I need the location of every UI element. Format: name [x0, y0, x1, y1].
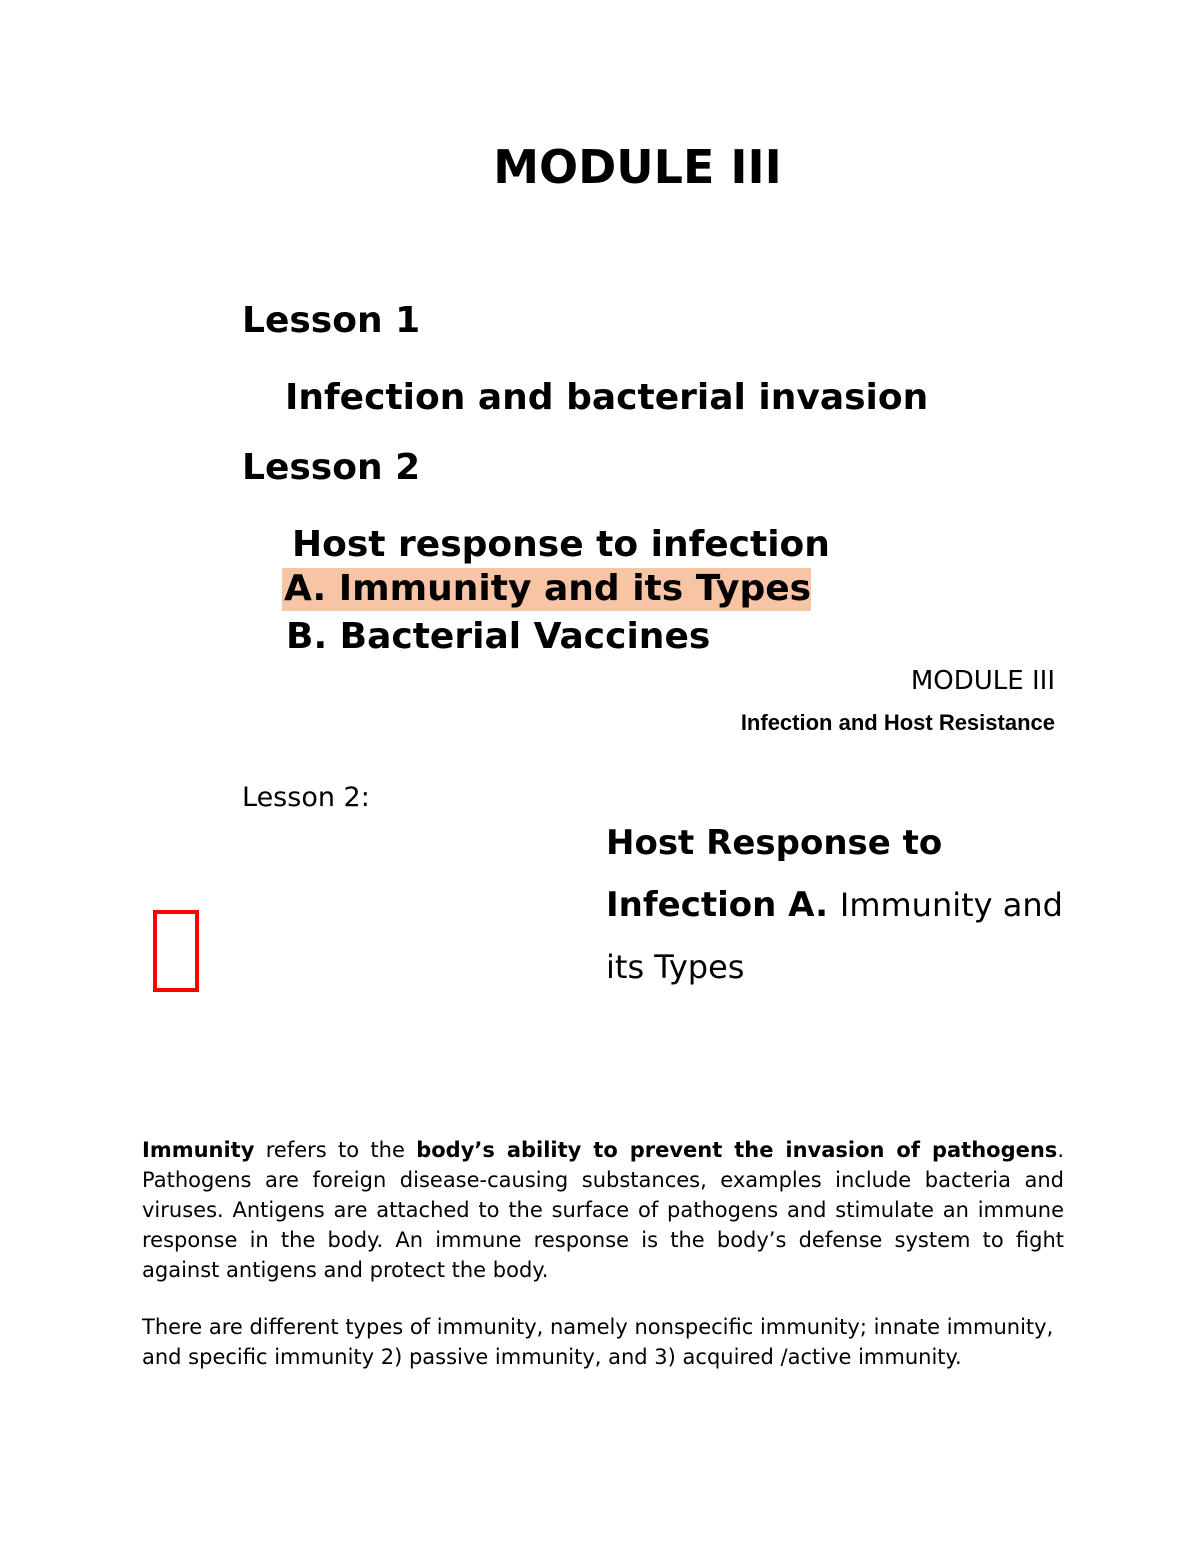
- immunity-types-paragraph: There are different types of immunity, namely nonspecific immunity; innate immunity, and specific immunity 2) passive immunity, and 3) acquired /active immunity.: [142, 1315, 1054, 1369]
- topic-bold-part: Host Response to Infection A.: [606, 823, 943, 925]
- lesson-2-heading: Lesson 2: [242, 447, 421, 488]
- section-topic-title: [606, 812, 1076, 998]
- module-title: MODULE III: [493, 140, 782, 194]
- lesson-1-heading: Lesson 1: [242, 300, 421, 341]
- section-lesson-label: Lesson 2:: [242, 782, 370, 813]
- term-immunity: Immunity: [142, 1138, 255, 1162]
- missing-glyph-icon: [153, 910, 199, 992]
- lesson-2-item-a-highlighted: A. Immunity and its Types: [284, 568, 812, 609]
- topic-light-part-2: its Types: [606, 948, 745, 986]
- lesson-1-topic: Infection and bacterial invasion: [285, 377, 929, 418]
- p1-bold-definition: body’s ability to prevent the invasion of pathogens: [416, 1138, 1058, 1162]
- section-module-subtitle: Infection and Host Resistance: [740, 710, 1055, 735]
- lesson-2-item-b: B. Bacterial Vaccines: [286, 616, 711, 657]
- p1-text-2: . Pathogens are foreign disease-causing substances, examples include bacteria and viruses. Antigens are attached to the surface of pathogens and stimulate an immune response in the body. An immune response is the body’s defense system to fight against antigens and protect the body.: [142, 1138, 1064, 1282]
- p1-text-1: refers to the: [254, 1138, 417, 1162]
- topic-light-part-1: Immunity and: [839, 886, 1063, 924]
- section-module-label: MODULE III: [910, 666, 1055, 696]
- immunity-definition-paragraph: [142, 1135, 1064, 1285]
- lesson-2-topic: Host response to infection: [292, 524, 830, 565]
